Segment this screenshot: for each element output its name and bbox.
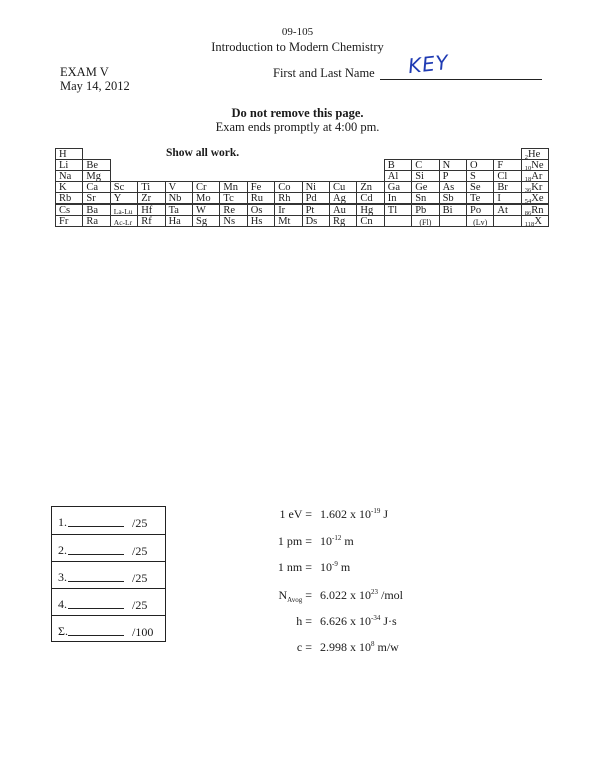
element-cell: Zr <box>137 192 165 204</box>
constant-value: $10^{-9}$ m <box>320 560 351 574</box>
name-handwritten-value: KEY <box>406 49 451 79</box>
element-cell: Nb <box>165 192 193 204</box>
element-cell: Br <box>493 181 521 193</box>
element-cell: Bi <box>439 204 467 216</box>
points-possible: /25 <box>132 516 148 530</box>
element-cell: Ag <box>329 192 357 204</box>
element-cell <box>439 215 467 227</box>
atomic-number: 10 <box>524 165 532 172</box>
atomic-number: 2 <box>524 154 529 161</box>
element-cell: Rh <box>274 192 302 204</box>
element-cell: Hf <box>137 204 165 216</box>
element-cell: Rg <box>329 215 357 227</box>
element-cell: Sn <box>411 192 439 204</box>
element-cell: Cl <box>493 170 521 182</box>
element-symbol: Xe <box>531 193 544 205</box>
constant-ev <box>222 507 422 525</box>
element-cell: In <box>384 192 412 204</box>
element-cell: Ta <box>165 204 193 216</box>
constant-value: 6.626 x $10^{-34}$ J·s <box>320 614 397 628</box>
constant-value: 6.022 x $10^{23}$ /mol <box>320 588 404 602</box>
element-cell: Mt <box>274 215 302 227</box>
noble-gas-cell <box>521 215 549 227</box>
element-symbol: Ar <box>531 171 543 183</box>
name-label: First and Last Name <box>273 66 375 80</box>
element-cell: As <box>439 181 467 193</box>
element-cell: Au <box>329 204 357 216</box>
constant-symbol: $N_{Avog}$ = <box>278 588 312 604</box>
atomic-number: 36 <box>524 187 532 194</box>
score-blank[interactable] <box>68 608 124 609</box>
constant-c <box>222 640 422 658</box>
element-cell: Cu <box>329 181 357 193</box>
element-cell <box>493 215 521 227</box>
element-cell: Hs <box>247 215 275 227</box>
element-cell: Ir <box>274 204 302 216</box>
element-cell: Ti <box>137 181 165 193</box>
element-cell: Fe <box>247 181 275 193</box>
element-cell: Sc <box>110 181 138 193</box>
element-cell: Ns <box>219 215 247 227</box>
element-symbol: Kr <box>531 182 543 194</box>
element-cell: W <box>192 204 220 216</box>
constant-pm <box>222 534 422 552</box>
element-cell: Te <box>466 192 494 204</box>
element-cell: Se <box>466 181 494 193</box>
score-blank[interactable] <box>68 581 124 582</box>
element-cell: La-Lu <box>110 204 138 216</box>
element-cell: Ac-Lr <box>110 215 138 227</box>
constant-h <box>222 614 422 632</box>
constant-value: 1.602 x $10^{-19}$ J <box>320 507 389 521</box>
do-not-remove-notice: Do not remove this page. <box>231 106 364 120</box>
score-row <box>52 588 165 615</box>
constant-symbol: 1 eV = <box>279 507 312 521</box>
element-cell: Mg <box>82 170 110 182</box>
constant-value: 2.998 x $10^8$ m/w <box>320 640 399 654</box>
element-cell: B <box>384 159 412 171</box>
course-number: 09-105 <box>281 26 314 38</box>
constant-navog <box>222 588 422 606</box>
score-blank[interactable] <box>68 554 124 555</box>
score-row <box>52 561 165 588</box>
element-cell: Tl <box>384 204 412 216</box>
element-cell: Ge <box>411 181 439 193</box>
element-cell: Ds <box>302 215 330 227</box>
question-number: 4. <box>58 597 67 611</box>
element-cell: Mn <box>219 181 247 193</box>
constant-symbol: 1 nm = <box>277 560 312 574</box>
score-row <box>52 534 165 561</box>
element-cell: Ba <box>82 204 110 216</box>
points-possible: /25 <box>132 544 148 558</box>
element-cell: Cn <box>356 215 384 227</box>
question-number: 1. <box>58 515 67 529</box>
element-cell: Li <box>55 159 83 171</box>
element-cell: Sr <box>82 192 110 204</box>
element-cell: (Lv) <box>466 215 494 227</box>
element-symbol: X <box>534 215 542 227</box>
element-symbol: Rn <box>531 204 544 216</box>
element-cell: Na <box>55 170 83 182</box>
element-cell: Rf <box>137 215 165 227</box>
element-cell: Pd <box>302 192 330 204</box>
element-cell: Rb <box>55 192 83 204</box>
element-cell: Pt <box>302 204 330 216</box>
constant-symbol: c = <box>296 640 312 654</box>
element-cell: Al <box>384 170 412 182</box>
name-field-line[interactable] <box>380 79 542 80</box>
element-cell: V <box>165 181 193 193</box>
score-blank[interactable] <box>68 635 124 636</box>
element-cell: O <box>466 159 494 171</box>
exam-end-notice: Exam ends promptly at 4:00 pm. <box>215 120 380 134</box>
atomic-number: 54 <box>524 198 532 205</box>
score-box <box>51 506 166 642</box>
constant-value: $10^{-12}$ m <box>320 534 354 548</box>
element-cell: At <box>493 204 521 216</box>
score-blank[interactable] <box>68 526 124 527</box>
element-cell: Cr <box>192 181 220 193</box>
score-row <box>52 615 165 642</box>
question-number: 3. <box>58 570 67 584</box>
element-cell: F <box>493 159 521 171</box>
element-cell: Cs <box>55 204 83 216</box>
exam-date: May 14, 2012 <box>60 79 130 93</box>
element-cell: Sg <box>192 215 220 227</box>
element-cell: Tc <box>219 192 247 204</box>
element-cell: Si <box>411 170 439 182</box>
points-possible: /25 <box>132 598 148 612</box>
element-cell: Ca <box>82 181 110 193</box>
element-cell: P <box>439 170 467 182</box>
element-cell: Mo <box>192 192 220 204</box>
element-cell: Hg <box>356 204 384 216</box>
element-cell: (Fl) <box>411 215 439 227</box>
periodic-table <box>55 146 548 246</box>
element-cell: Os <box>247 204 275 216</box>
atomic-number: 86 <box>524 209 532 216</box>
constant-symbol: h = <box>296 614 312 628</box>
element-cell: C <box>411 159 439 171</box>
element-cell: Be <box>82 159 110 171</box>
element-cell: H <box>55 148 83 160</box>
element-cell: Re <box>219 204 247 216</box>
question-number: Σ. <box>58 624 68 638</box>
element-cell: Co <box>274 181 302 193</box>
element-cell: Cd <box>356 192 384 204</box>
element-symbol: He <box>528 149 541 160</box>
atomic-number: 118 <box>524 220 535 227</box>
element-cell: Ga <box>384 181 412 193</box>
constant-nm <box>222 560 422 578</box>
element-cell: K <box>55 181 83 193</box>
element-cell: N <box>439 159 467 171</box>
score-row <box>52 507 165 534</box>
exam-title: EXAM V <box>60 65 109 79</box>
constant-symbol: 1 pm = <box>277 534 312 548</box>
element-cell: Po <box>466 204 494 216</box>
element-cell: Y <box>110 192 138 204</box>
points-possible: /25 <box>132 571 148 585</box>
show-work-instruction: Show all work. <box>166 147 240 159</box>
element-cell: Pb <box>411 204 439 216</box>
course-title: Introduction to Modern Chemistry <box>211 40 384 54</box>
points-possible: /100 <box>132 625 154 639</box>
element-cell: I <box>493 192 521 204</box>
atomic-number: 18 <box>524 176 532 183</box>
element-cell: Fr <box>55 215 83 227</box>
element-cell: Ha <box>165 215 193 227</box>
element-cell: Sb <box>439 192 467 204</box>
element-cell: Ru <box>247 192 275 204</box>
element-cell: Ni <box>302 181 330 193</box>
question-number: 2. <box>58 543 67 557</box>
element-cell: S <box>466 170 494 182</box>
element-cell: Ra <box>82 215 110 227</box>
element-cell: Zn <box>356 181 384 193</box>
element-symbol: Ne <box>531 160 544 172</box>
element-cell <box>384 215 412 227</box>
